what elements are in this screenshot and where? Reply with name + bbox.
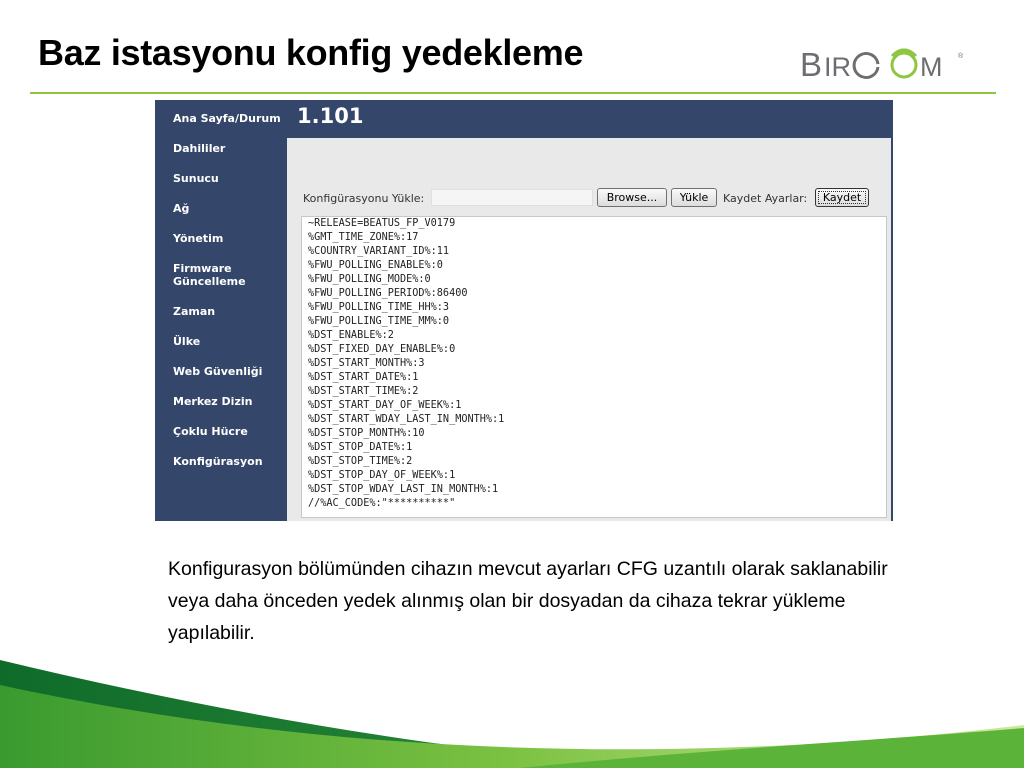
config-line: %DST_STOP_TIME%:2 (308, 456, 413, 467)
device-title: 1.101 (297, 104, 364, 128)
sidebar-item-10[interactable]: Merkez Dizin (173, 395, 253, 408)
svg-text:B: B (800, 46, 823, 83)
config-line: %DST_START_DAY_OF_WEEK%:1 (308, 400, 462, 411)
config-line: %COUNTRY_VARIANT_ID%:11 (308, 246, 450, 257)
sidebar-item-7[interactable]: Zaman (173, 305, 216, 318)
title-divider (30, 92, 996, 94)
svg-text:IR: IR (824, 52, 851, 82)
upload-button[interactable]: Yükle (671, 188, 717, 207)
config-line: %DST_FIXED_DAY_ENABLE%:0 (308, 344, 456, 355)
config-line: %DST_STOP_MONTH%:10 (308, 428, 425, 439)
config-line: //%AC_CODE%:"**********" (308, 498, 456, 509)
bircom-logo-graphic (800, 42, 970, 86)
config-textarea[interactable] (301, 216, 887, 518)
sidebar-item-12[interactable]: Konfigürasyon (173, 455, 263, 468)
footer-swoosh (0, 640, 1024, 768)
upload-label: Konfigürasyonu Yükle: (303, 192, 425, 205)
config-line: %DST_START_MONTH%:3 (308, 358, 425, 369)
svg-text:®: ® (958, 53, 964, 60)
config-line: %DST_STOP_DAY_OF_WEEK%:1 (308, 470, 456, 481)
sidebar-item-9[interactable]: Web Güvenliği (173, 365, 263, 378)
sidebar-item-2[interactable]: Dahililer (173, 142, 226, 155)
bircom-logo (800, 42, 970, 86)
sidebar-item-1[interactable]: Ana Sayfa/Durum (173, 112, 281, 125)
config-line: %DST_STOP_WDAY_LAST_IN_MONTH%:1 (308, 484, 499, 495)
config-line: %FWU_POLLING_TIME_MM%:0 (308, 316, 450, 327)
save-settings-label: Kaydet Ayarlar: (723, 192, 808, 205)
web-ui-screenshot (155, 100, 893, 521)
config-upload-row (303, 188, 888, 208)
sidebar-item-5[interactable]: Yönetim (173, 232, 224, 245)
svg-text:M: M (920, 52, 943, 82)
config-line: %DST_STOP_DATE%:1 (308, 442, 413, 453)
slide-caption: Konfigurasyon bölümünden cihazın mevcut ayarları CFG uzantılı olarak saklanabilir veya daha önceden yedek alınmış olan bir dosyadan da cihaza tekrar yükleme yapılabilir. (168, 558, 888, 644)
config-line: %FWU_POLLING_TIME_HH%:3 (308, 302, 450, 313)
slide-title: Baz istasyonu konfig yedekleme (38, 32, 584, 73)
config-line: %DST_START_DATE%:1 (308, 372, 419, 383)
config-content (287, 138, 891, 521)
sidebar-item-6[interactable]: Firmware Güncelleme (173, 262, 246, 288)
config-line: %DST_START_TIME%:2 (308, 386, 419, 397)
sidebar-item-11[interactable]: Çoklu Hücre (173, 425, 248, 438)
sidebar-item-8[interactable]: Ülke (173, 335, 201, 348)
config-line: %FWU_POLLING_MODE%:0 (308, 274, 431, 285)
sidebar-nav (157, 112, 287, 521)
config-line: %FWU_POLLING_ENABLE%:0 (308, 260, 443, 271)
browse-button[interactable]: Browse... (597, 188, 667, 207)
upload-file-input[interactable] (431, 189, 593, 206)
config-line: %DST_START_WDAY_LAST_IN_MONTH%:1 (308, 414, 505, 425)
sidebar-item-4[interactable]: Ağ (173, 202, 190, 215)
config-line: %DST_ENABLE%:2 (308, 330, 394, 341)
config-line: ~RELEASE=BEATUS_FP_V0179 (308, 218, 456, 229)
sidebar-item-3[interactable]: Sunucu (173, 172, 219, 185)
config-line: %FWU_POLLING_PERIOD%:86400 (308, 288, 468, 299)
config-line: %GMT_TIME_ZONE%:17 (308, 232, 419, 243)
save-button[interactable]: Kaydet (815, 188, 869, 207)
